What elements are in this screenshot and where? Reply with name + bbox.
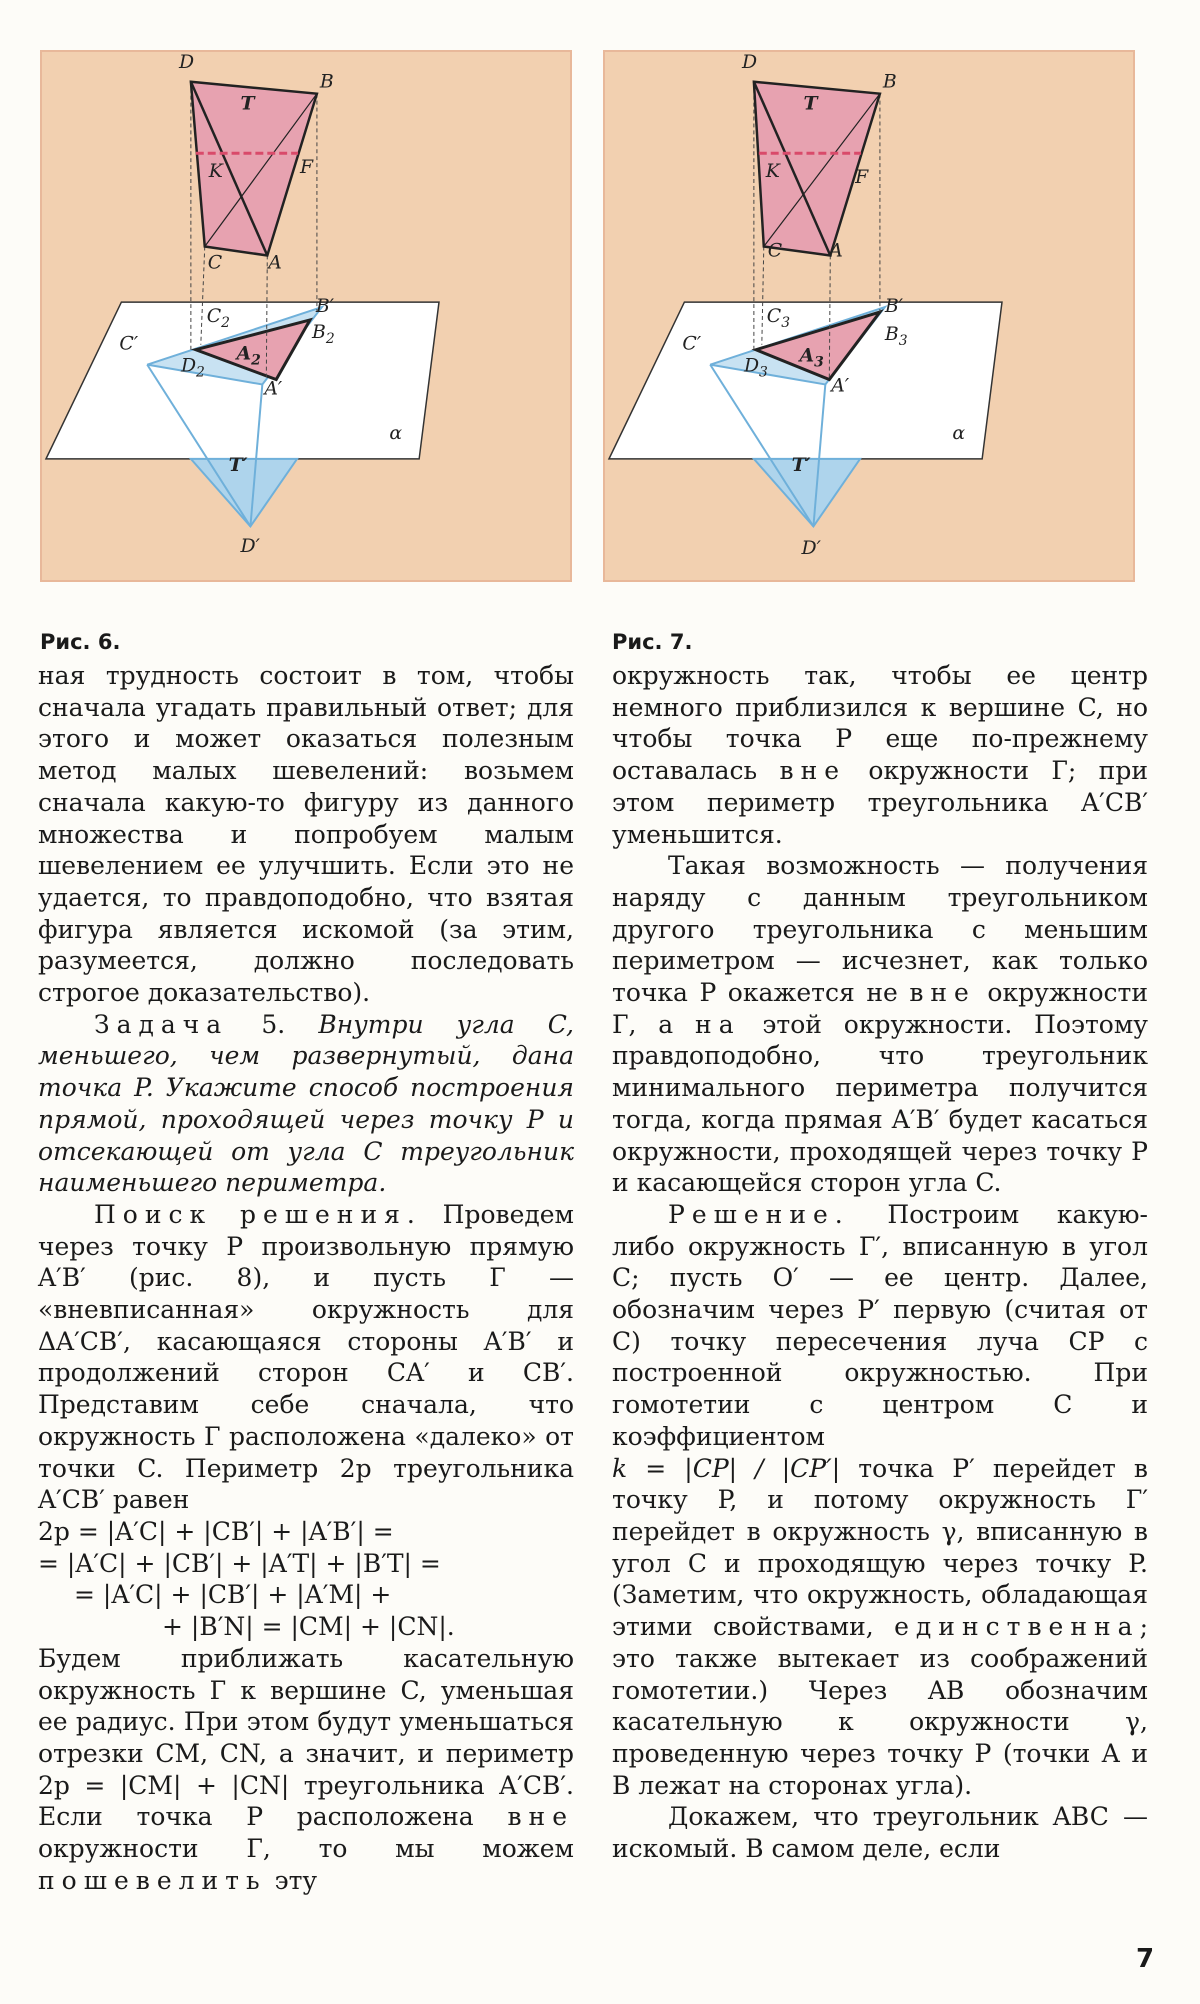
problem-number: 5. xyxy=(261,1009,286,1039)
label-b-prime: B′ xyxy=(884,296,904,318)
label-t: T xyxy=(803,92,818,115)
label-a2: $A_2$ xyxy=(236,342,261,369)
solution-heading: Решение. xyxy=(668,1199,850,1229)
figure-7 xyxy=(603,50,1135,582)
paragraph-problem xyxy=(38,1009,574,1199)
problem-statement: Внутри угла C, меньшего, чем развернутый, дана точка P. Укажите способ построения прямой, проходящей через точку P и отсекающей от угла C треугольник наименьшего периметра. xyxy=(38,1009,574,1198)
label-k: K xyxy=(208,161,223,183)
label-c: C xyxy=(767,240,783,262)
label-c: C xyxy=(207,252,223,274)
label-c3: $C_3$ xyxy=(766,305,791,331)
paragraph-homothety: k = |CP| / |CP′| точка P′ перейдет в точку P, и потому окружность Г′ перейдет в окружность γ, вписанную в угол C и проходящую через точку P. (Заметим, что окружность, обладающая этими свойствами, единственна; это также вытекает из соображений гомотетии.) Через AB обозначим касательную к окружности γ, проведенную через точку P (точки A и B лежат на сторонах угла). xyxy=(612,1453,1148,1800)
label-k: K xyxy=(765,161,780,183)
emphasis-wiggle: пошевелить xyxy=(38,1865,267,1895)
label-c-prime: C′ xyxy=(682,333,702,355)
label-a-prime: A′ xyxy=(264,378,283,400)
label-t: T xyxy=(240,92,255,115)
emphasis-outside: вне xyxy=(779,756,847,786)
paragraph-search xyxy=(38,1199,574,1516)
left-text-column xyxy=(38,660,574,1896)
equation-line-2: = |A′C| + |CB′| + |A′T| + |B′T| = xyxy=(38,1548,441,1578)
search-heading: Поиск решения. xyxy=(94,1199,422,1229)
paragraph-possibility: Такая возможность — получения наряду с данным треугольником другого треугольника с меньшим периметром — исчезнет, как только точка P окажется не вне окружности Г, а на этой окружности. Поэтому правдоподобно, что треугольник минимального периметра получится тогда, когда прямая A′B′ будет касаться окружности, проходящей через точку P и касающейся сторон угла C. xyxy=(612,851,1149,1198)
paragraph-approach: Будем приближать касательную окружность Г к вершине C, уменьшая ее радиус. При этом будут уменьшаться отрезки CM, CN, а значит, и периметр 2p = |CM| + |CN| треугольника A′CB′. Если точка P расположена вне окружности Г, то мы можем пошевелить эту xyxy=(38,1643,574,1895)
label-t-prime: T′ xyxy=(791,453,811,476)
label-c-prime: C′ xyxy=(119,333,139,355)
figure-7-caption: Рис. 7. xyxy=(612,630,693,654)
paragraph-intro: ная трудность состоит в том, чтобы сначала угадать правильный ответ; для этого и может оказаться полезным метод малых шевелений: возьмем сначала какую-то фигуру из данного множества и попробуем малым шевелением ее улучшить. Если это не удается, то правдоподобно, что взятая фигура является искомой (за этим, разумеется, должно последовать строгое доказательство). xyxy=(38,661,574,1008)
figure-6-caption: Рис. 6. xyxy=(40,630,121,654)
equation-line-3: = |A′C| + |CB′| + |A′M| + xyxy=(74,1580,392,1610)
label-b3: $B_3$ xyxy=(884,323,908,349)
label-d2: $D_2$ xyxy=(180,355,205,381)
equation-line-1: 2p = |A′C| + |CB′| + |A′B′| = xyxy=(38,1516,394,1546)
figure-6 xyxy=(40,50,572,582)
label-alpha: α xyxy=(389,423,403,445)
label-a-prime: A′ xyxy=(831,375,850,397)
label-d: D xyxy=(178,52,195,73)
label-d3: $D_3$ xyxy=(743,355,768,381)
label-b2: $B_2$ xyxy=(311,321,335,347)
label-t-prime: T′ xyxy=(228,453,248,476)
page-number: 7 xyxy=(1136,1944,1155,1974)
search-text: Проведем через точку P произвольную прямую A′B′ (рис. 8), и пусть Г — «вневписанная» окружность для ΔA′CB′, касающаяся стороны A′B′ и продолжений сторон CA′ и CB′. Представим себе сначала, что окружность Г расположена «далеко» от точки C. Периметр 2p треугольника A′CB′ равен xyxy=(38,1199,575,1515)
paragraph-continuation: окружность так, чтобы ее центр немного приблизился к вершине C, но чтобы точка P еще по-прежнему оставалась вне окружности Г; при этом периметр треугольника A′CB′ уменьшится. xyxy=(612,661,1148,849)
emphasis-on: на xyxy=(695,1009,741,1039)
paragraph-solution: Решение. Построим какую-либо окружность Г′, вписанную в угол C; пусть O′ — ее центр. Далее, обозначим через P′ первую (считая от C) точку пересечения луча CP с построенной окружностью. При гомотетии с центром C и коэффициентом xyxy=(612,1199,1148,1451)
label-d-prime: D′ xyxy=(240,536,260,558)
emphasis-unique: единственна xyxy=(894,1612,1140,1642)
label-c2: $C_2$ xyxy=(206,305,231,331)
formula-k: k = |CP| / |CP′| xyxy=(612,1453,841,1483)
label-b-prime: B′ xyxy=(315,296,335,318)
label-a: A xyxy=(829,240,843,262)
label-a: A xyxy=(268,252,282,274)
figure-7-drawing xyxy=(605,52,1133,580)
label-b: B xyxy=(882,71,897,93)
label-a3: $A_3$ xyxy=(799,344,824,371)
label-alpha: α xyxy=(952,423,966,445)
label-d-prime: D′ xyxy=(801,538,821,560)
right-text-column xyxy=(612,660,1148,1865)
label-d: D xyxy=(741,52,758,73)
emphasis-outside: вне xyxy=(507,1802,574,1832)
label-f: F xyxy=(300,157,314,179)
equation-line-4: + |B′N| = |CM| + |CN|. xyxy=(162,1612,455,1642)
problem-heading: Задача xyxy=(94,1009,229,1039)
label-f: F xyxy=(855,167,869,189)
emphasis-outside-2: вне xyxy=(909,978,976,1008)
figure-6-drawing xyxy=(42,52,570,580)
paragraph-proof: Докажем, что треугольник ABC — искомый. В самом деле, если xyxy=(612,1802,1148,1864)
label-b: B xyxy=(319,71,334,93)
